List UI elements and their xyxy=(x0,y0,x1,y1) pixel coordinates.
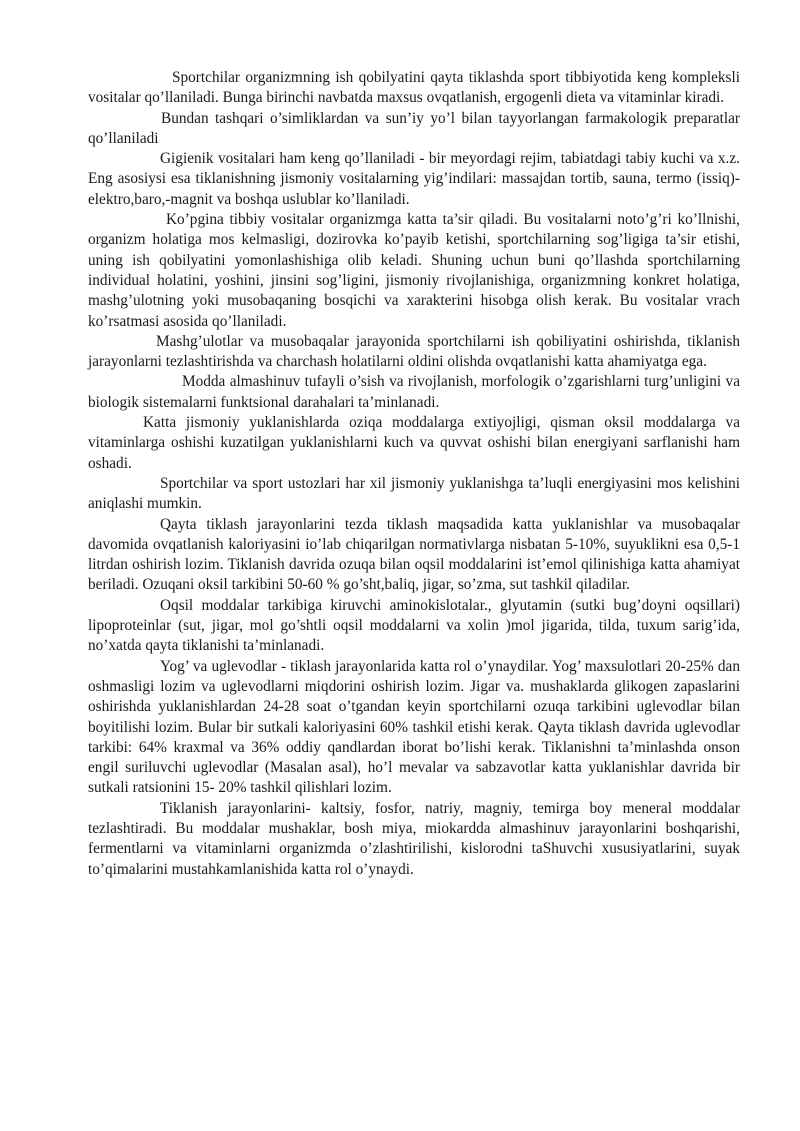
paragraph-6: Modda almashinuv tufayli o’sish va rivojlanish, morfologik o’zgarishlarni turg’unligini va biologik sistemalarni funktsional darahalari ta’minlanadi. xyxy=(88,373,740,411)
paragraph-12: Tiklanish jarayonlarini- kaltsiy, fosfor, natriy, magniy, temirga boy meneral moddalar tezlashtiradi. Bu moddalar mushaklar, bosh miya, miokardda almashinuv jarayonlarini boshqarishi, fermentlarni va vitaminlarni organizmda o’zlashtirilishi, kislorodni taShuvchi xususiyatlarini, suyak to’qimalarini mustahkamlanishida katta rol o’ynaydi. xyxy=(88,799,740,878)
paragraph-4: Ko’pgina tibbiy vositalar organizmga katta ta’sir qiladi. Bu vositalarni noto’g’ri ko’llnishi, organizm holatiga mos kelmasligi, dozirovka ko’payib ketishi, sportchilarning sog’ligiga ta’sir etishi, uning ish qobilyatini yomonlashishiga olib keladi. Shuning uchun buni qo’llashda sportchilarning individual holatini, yoshini, jinsini sog’ligini, jismoniy rivojlanishiga, organizmning konkret holatiga, mashg’ulotning yoki musobaqaning bosqichi va xarakterini hisobga olish kerak. Bu vositalar vrach ko’rsatmasi asosida qo’llaniladi. xyxy=(88,211,740,330)
paragraph-8: Sportchilar va sport ustozlari har xil jismoniy yuklanishga ta’luqli energiyasini mos kelishini aniqlashi mumkin. xyxy=(88,474,740,513)
paragraph-9: Qayta tiklash jarayonlarini tezda tiklash maqsadida katta yuklanishlar va musobaqalar davomida ovqatlanish kaloriyasini io’lab chiqarilgan normativlarga nisbatan 5-10%, suyuklikni esa 0,5-1 litrdan oshirish lozim. Tiklanish davrida ozuqa bilan oqsil moddalarini ist’emol qilinishiga katta ahamiyat beriladi. Ozuqani oksil tarkibini 50-60 % go’sht,baliq, jigar, so’zma, sut tashkil qiladilar. xyxy=(88,515,740,594)
paragraph-7: Katta jismoniy yuklanishlarda oziqa moddalarga extiyojligi, qisman oksil moddalarga va vitaminlarga oshishi kuzatilgan yuklanishlarni kuch va quvvat oshishi bilan energiyani sarflanishi ham oshadi. xyxy=(88,414,740,472)
paragraph-2: Bundan tashqari o’simliklardan va sun’iy yo’l bilan tayyorlangan farmakologik preparatlar qo’llaniladi xyxy=(88,109,740,147)
document-body xyxy=(88,68,740,880)
paragraph-10: Oqsil moddalar tarkibiga kiruvchi aminokislotalar., glyutamin (sutki bug’doyni oqsillari) lipoproteinlar (sut, jigar, mol go’shtli oqsil moddalarni va xolin )mol jigarida, tilda, tuxum sarig’ida, no’xatda qayta tiklanishi ta’minlanadi. xyxy=(88,596,740,655)
paragraph-1: Sportchilar organizmning ish qobilyatini qayta tiklashda sport tibbiyotida keng kompleksli vositalar qo’llaniladi. Bunga birinchi navbatda maxsus ovqatlanish, ergogenli dieta va vitaminlar kiradi. xyxy=(88,69,740,107)
paragraph-11: Yog’ va uglevodlar - tiklash jarayonlarida katta rol o’ynaydilar. Yog’ maxsulotlari 20-25% dan oshmasligi lozim va uglevodlarni miqdorini oshirish lozim. Jigar va. mushaklarda glikogen zapaslarini oshirishda yuklanishlardan 24-28 soat o’tgandan keyin sportchilarni ozuqa tarkibini uglevodlar bilan boyitilishi lozim. Bular bir sutkali kaloriyasini 60% tashkil etishi kerak. Qayta tiklash davrida uglevodlar tarkibi: 64% kraxmal va 36% oddiy qandlardan iborat bo’lishi kerak. Tiklanishni ta’minlashda onson engil suriluvchi uglevodlar (Masalan asal), ho’l mevalar va sabzavotlar katta yuklanishlar davrida bir sutkali ratsionini 15- 20% tashkil qilishlari lozim. xyxy=(88,657,740,797)
paragraph-5: Mashg’ulotlar va musobaqalar jarayonida sportchilarni ish qobiliyatini oshirishda, tiklanish jarayonlarni tezlashtirishda va charchash holatilarni oldini olishda ovqatlanishi katta ahamiyatga ega. xyxy=(88,332,740,371)
paragraph-3: Gigienik vositalari ham keng qo’llaniladi - bir meyordagi rejim, tabiatdagi tabiy kuchi va x.z. Eng asosiysi esa tiklanishning jismoniy vositalarning yig’indilari: massajdan tortib, sauna, termo (issiq)- elektro,baro,-magnit va boshqa uslublar ko’llaniladi. xyxy=(88,150,740,208)
